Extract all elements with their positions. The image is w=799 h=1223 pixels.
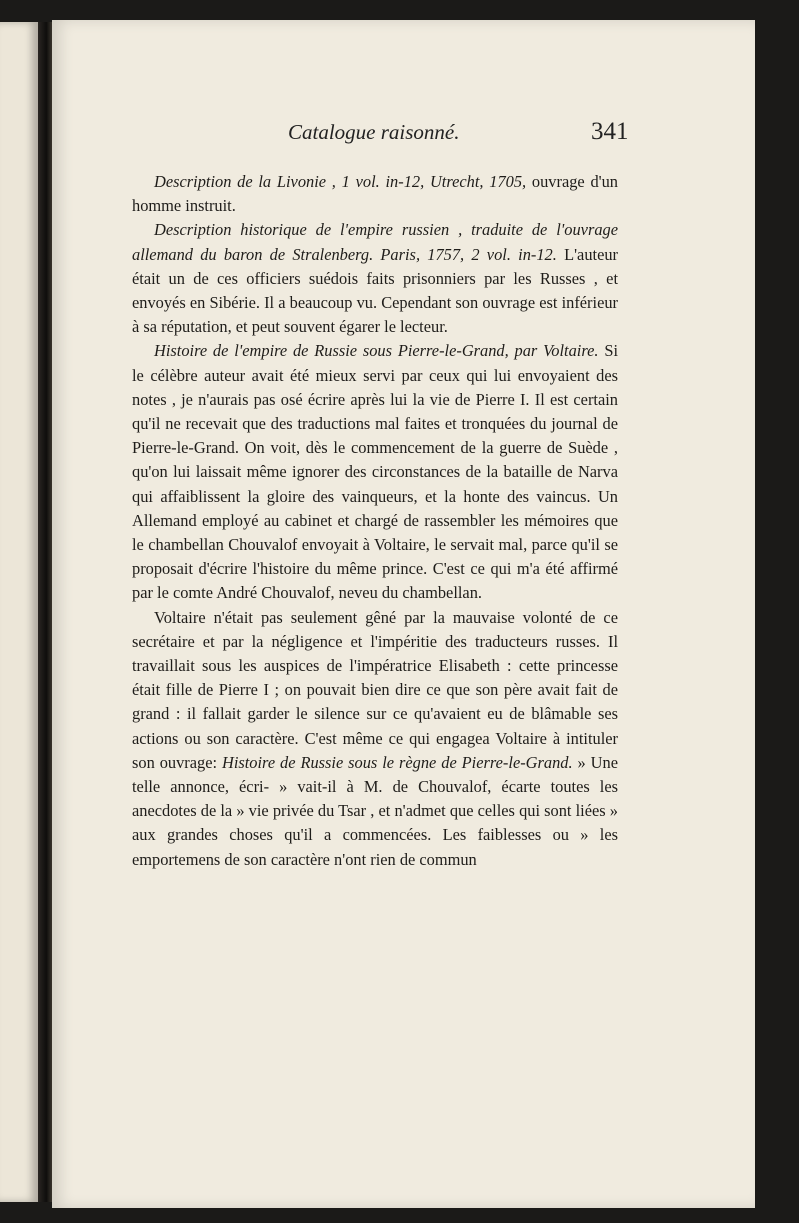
entry-voltaire — [132, 339, 618, 605]
left-page-edge — [0, 22, 38, 1202]
entry-title: Histoire de l'empire de Russie sous Pierre-le-Grand, par Voltaire. — [154, 341, 599, 361]
body-text — [132, 170, 618, 872]
entry-title: Description historique de l'empire russien , traduite de l'ouvrage allemand du baron de Stralenberg. Paris, 1757, 2 vol. in-12. — [132, 220, 618, 264]
page-header — [288, 120, 668, 160]
entry-empire-russien — [132, 218, 618, 339]
entry-text: Si le célèbre auteur avait été mieux servi par ceux qui lui envoyaient des notes , je n'aurais pas osé écrire après lui la vie de Pierre I. Il est certain qu'il ne recevait que des traductions mal faites et tronquées du journal de Pierre-le-Grand. On voit, dès le commencement de la guerre de Suède , qu'on lui laissait même ignorer des circonstances de la bataille de Narva qui affaiblissent la gloire des vainqueurs, et la honte des vaincus. Un Allemand employé au cabinet et chargé de rassembler les mémoires que le chambellan Chouvalof envoyait à Voltaire, le servait mal, parce qu'il se proposait d'écrire l'histoire du même prince. C'est ce qui m'a été affirmé par le comte André Chouvalof, neveu du chambellan. — [132, 341, 618, 603]
entry-title: Description de la Livonie , 1 vol. in-12, Utrecht, 1705, — [154, 172, 527, 191]
book-page — [52, 20, 755, 1208]
paragraph-voltaire-contraintes — [132, 606, 618, 872]
book-title: Histoire de Russie sous le règne de Pierre-le-Grand. — [221, 752, 573, 772]
entry-livonie — [132, 170, 618, 218]
entry-text: ouvrage d'un homme instruit. — [132, 172, 618, 216]
paragraph-text: Voltaire n'était pas seulement gêné par la mauvaise volonté de ce secrétaire et par la négligence et l'impéritie des traducteurs russes. Il travaillait sous les auspices de l'impératrice Elisabeth : cette princesse était fille de Pierre I ; on pouvait bien dire ce que son père avait fait de grand : il fallait garder le silence sur ce qu'avaient eu de blâmable ses actions ou son caractère. C'est même ce qui engagea Voltaire à intituler son ouvrage: — [132, 607, 618, 772]
running-title: Catalogue raisonné. — [288, 120, 460, 144]
entry-text: L'auteur était un de ces officiers suédois faits prisonniers par les Russes , et envoyés en Sibérie. Il a beaucoup vu. Cependant son ouvrage est inférieur à sa réputation, et peut souvent égarer le lecteur. — [132, 244, 618, 337]
quotation: » Une telle annonce, écri- » vait-il à M. de Chouvalof, écarte toutes les anecdotes de la » vie privée du Tsar , et n'admet que celles qui sont liées » aux grandes choses qu'il a commencées. Les faiblesses ou » les emportemens de son caractère n'ont rien de commun — [132, 752, 618, 869]
page-number: 341 — [591, 118, 629, 145]
book-gutter — [38, 22, 52, 1202]
